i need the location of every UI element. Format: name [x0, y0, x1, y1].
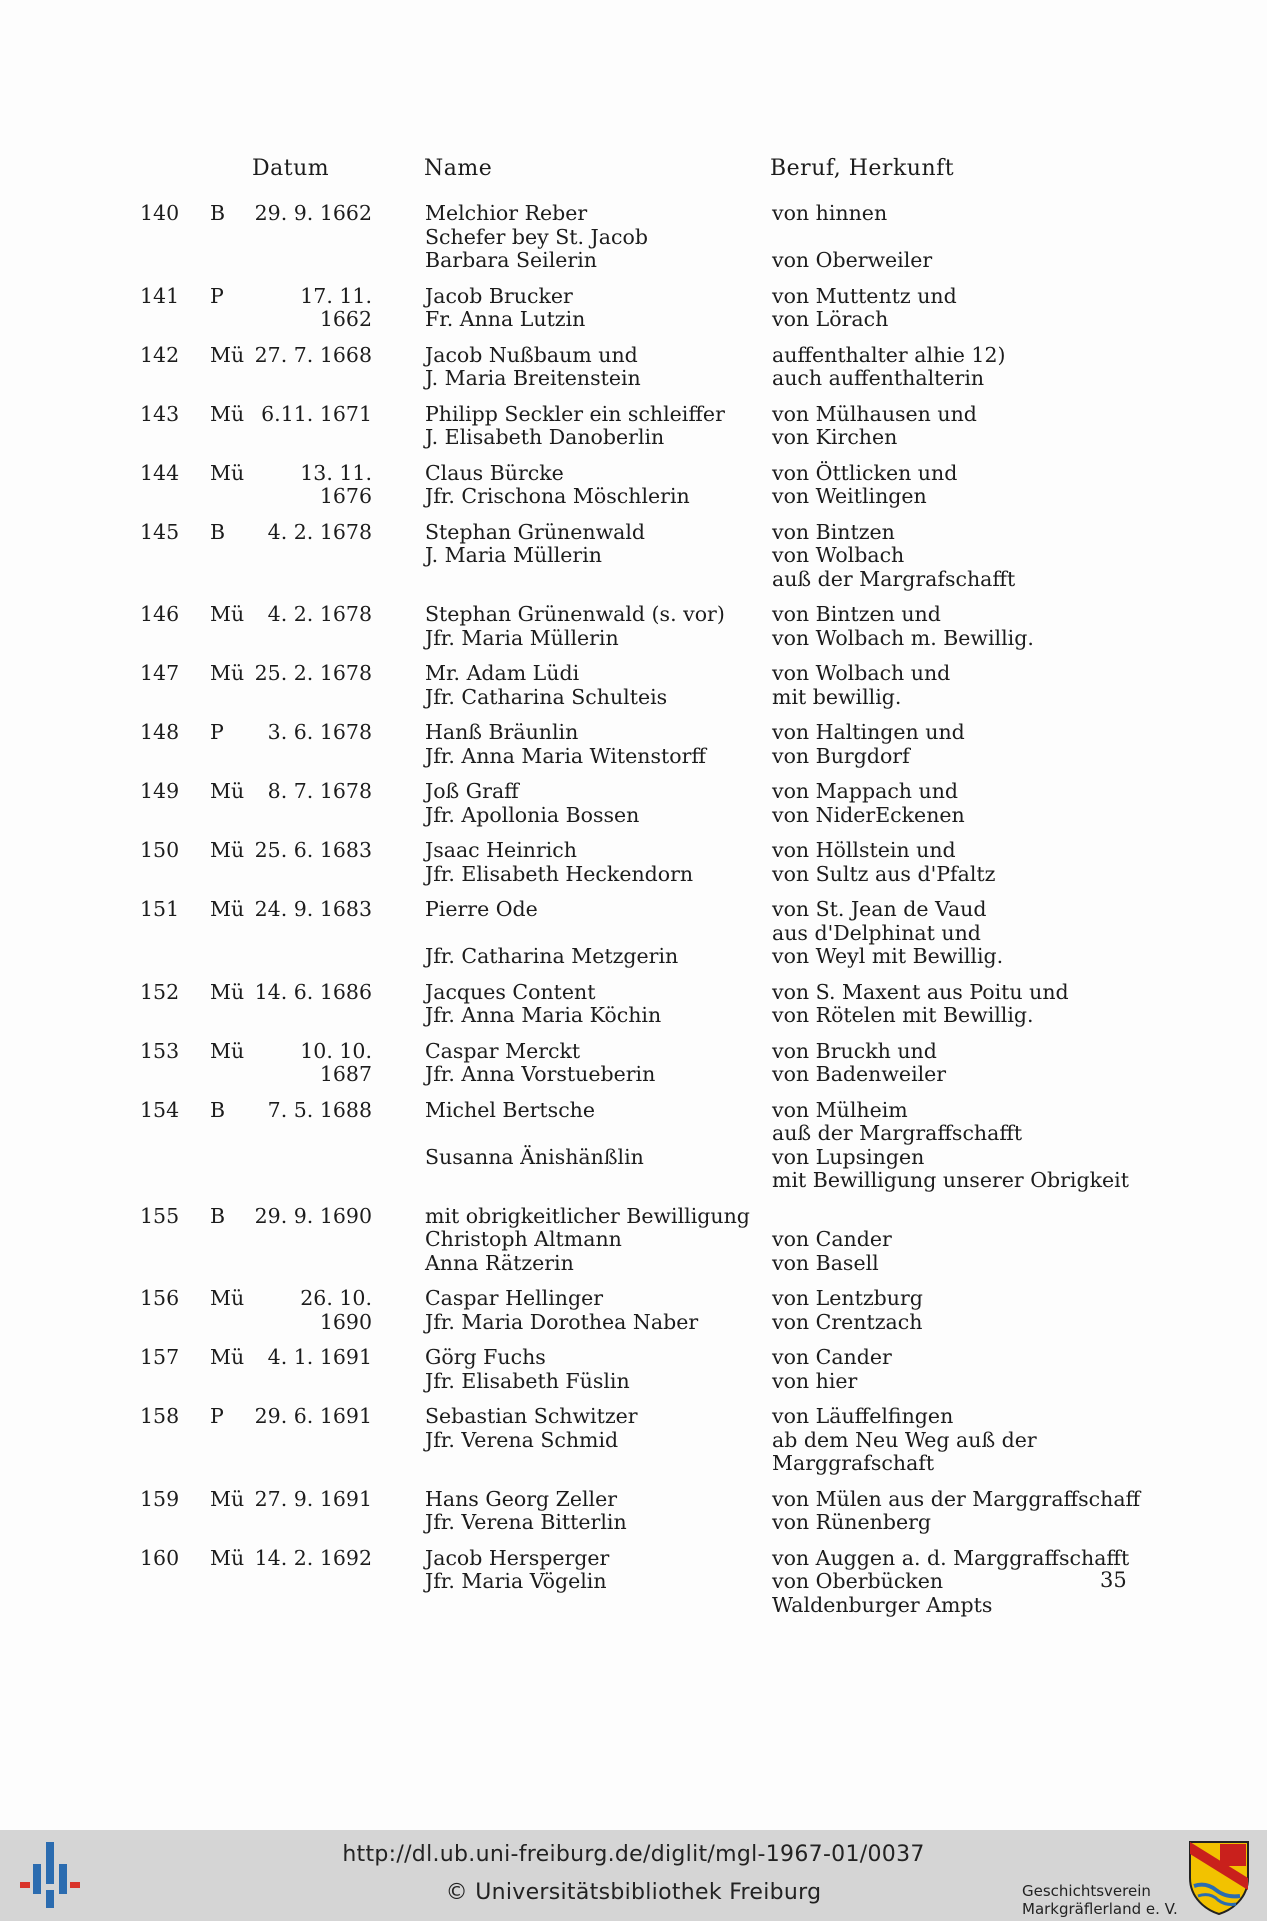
entry-date: 13. 11. 1676: [300, 460, 372, 508]
entry-origins: [772, 662, 1242, 709]
register-row: [0, 1405, 1267, 1476]
entry-origins: [772, 898, 1242, 969]
entry-place: Mü: [210, 897, 245, 921]
entry-origins: [772, 721, 1242, 768]
entry-names: [425, 981, 755, 1028]
entry-name-line: Jfr. Anna Maria Witenstorff: [425, 743, 706, 768]
entry-place: Mü: [210, 979, 245, 1004]
entry-name-line: mit obrigkeitlicher Bewilligung: [425, 1203, 750, 1228]
entry-name-line: Jfr. Anna Vorstueberin: [425, 1062, 656, 1086]
entry-number: 142: [140, 342, 180, 367]
entry-origin-line: von Oberweiler: [772, 248, 933, 272]
entry-name-line: Jfr. Verena Bitterlin: [425, 1510, 627, 1534]
entry-number: 159: [140, 1486, 180, 1511]
entry-date: 6.11. 1671: [261, 401, 372, 426]
entry-name-line: Caspar Merckt: [425, 1038, 581, 1063]
register-row: [0, 202, 1267, 273]
entry-name-line: Jacob Brucker: [425, 283, 573, 308]
entry-origin-line: von Rötelen mit Bewillig.: [772, 1003, 1034, 1027]
entry-names: [425, 521, 755, 592]
entry-names: [425, 1346, 755, 1393]
entry-origins: [772, 1346, 1242, 1393]
entry-origin-line: von Lörach: [772, 307, 889, 331]
entry-origin-line: von Burgdorf: [772, 743, 910, 768]
register-row: [0, 462, 1267, 509]
entry-origins: [772, 344, 1242, 391]
entry-number: 144: [140, 460, 180, 485]
register-row: [0, 1488, 1267, 1535]
entry-origin-line: Waldenburger Ampts: [772, 1592, 993, 1617]
entry-date: 8. 7. 1678: [267, 779, 372, 803]
entry-name-line: Pierre Ode: [425, 897, 538, 921]
entry-origins: [772, 780, 1242, 827]
footer-bar: [0, 1830, 1267, 1921]
entry-names: [425, 285, 755, 332]
entry-names: [425, 1287, 755, 1334]
entry-name-line: Jacob Nußbaum und: [425, 342, 638, 367]
entry-date: 29. 6. 1691: [254, 1404, 372, 1428]
entry-date: 3. 6. 1678: [267, 720, 372, 744]
entry-number: 154: [140, 1097, 180, 1122]
entry-name-line: Hanß Bräunlin: [425, 720, 579, 744]
entry-place: Mü: [210, 1345, 245, 1369]
entry-origin-line: von Weyl mit Bewillig.: [772, 944, 1004, 968]
entry-names: [425, 202, 755, 273]
entry-number: 150: [140, 838, 180, 862]
entry-name-line: [425, 568, 755, 592]
entry-name-line: [425, 1452, 755, 1476]
entry-place: Mü: [210, 602, 245, 626]
register-row: [0, 344, 1267, 391]
entry-origin-line: von Lentzburg: [772, 1286, 923, 1310]
entry-origin-line: von Wolbach m. Bewillig.: [772, 625, 1034, 650]
entry-origin-line: von Bintzen und: [772, 602, 941, 626]
entry-name-line: Philipp Seckler ein schleiffer: [425, 401, 725, 426]
entry-origin-line: Marggrafschaft: [772, 1451, 935, 1475]
entry-origin-line: von Mülhausen und: [772, 401, 977, 426]
entry-origins: [772, 839, 1242, 886]
entry-names: [425, 1099, 755, 1193]
entry-place: B: [210, 1203, 226, 1228]
register-row: [0, 780, 1267, 827]
entry-name-line: Claus Bürcke: [425, 460, 564, 485]
register-row: [0, 603, 1267, 650]
register-row: [0, 898, 1267, 969]
entry-origin-line: von Auggen a. d. Marggraffschafft: [772, 1545, 1130, 1570]
entry-name-line: Görg Fuchs: [425, 1345, 546, 1369]
entry-origins: [772, 1547, 1242, 1618]
entry-origin-line: von Mülheim: [772, 1097, 908, 1122]
entry-name-line: Jfr. Elisabeth Heckendorn: [425, 861, 694, 886]
entry-number: 160: [140, 1545, 180, 1570]
column-header-beruf: Beruf, Herkunft: [770, 156, 955, 181]
entry-date: 29. 9. 1690: [254, 1203, 372, 1228]
entry-date: 7. 5. 1688: [267, 1097, 372, 1122]
entry-name-line: Jfr. Crischona Möschlerin: [425, 484, 690, 508]
entry-names: [425, 462, 755, 509]
entry-names: [425, 403, 755, 450]
register-row: [0, 1547, 1267, 1618]
column-header-name: Name: [424, 156, 493, 181]
entry-number: 153: [140, 1038, 180, 1063]
entry-name-line: [425, 1169, 755, 1193]
entry-name-line: Jfr. Catharina Metzgerin: [425, 944, 679, 968]
entry-origins: [772, 462, 1242, 509]
entry-origin-line: von Oberbücken: [772, 1569, 944, 1593]
entry-place: P: [210, 283, 224, 308]
entry-origins: [772, 1287, 1242, 1334]
entry-origins: [772, 1405, 1242, 1476]
entry-name-line: Caspar Hellinger: [425, 1286, 604, 1310]
register-row: [0, 285, 1267, 332]
entry-place: B: [210, 201, 226, 225]
page-number: 35: [1100, 1568, 1127, 1592]
register-row: [0, 662, 1267, 709]
entry-names: [425, 721, 755, 768]
entry-name-line: [425, 922, 755, 946]
entry-place: Mü: [210, 401, 245, 426]
entry-names: [425, 839, 755, 886]
entry-origins: [772, 981, 1242, 1028]
entry-origin-line: von S. Maxent aus Poitu und: [772, 979, 1069, 1004]
entry-number: 145: [140, 519, 180, 544]
entry-date: 17. 11. 1662: [300, 283, 372, 331]
entry-name-line: Melchior Reber: [425, 201, 588, 225]
entry-number: 151: [140, 897, 180, 921]
entry-origin-line: von Höllstein und: [772, 838, 956, 862]
entry-date: 10. 10. 1687: [300, 1038, 372, 1086]
entry-place: P: [210, 720, 224, 744]
entry-origin-line: von Läuffelfingen: [772, 1404, 954, 1428]
entry-origin-line: von Öttlicken und: [772, 460, 958, 485]
entry-date: 25. 2. 1678: [254, 661, 372, 685]
entry-origins: [772, 285, 1242, 332]
entry-origin-line: mit bewillig.: [772, 684, 902, 709]
entry-origin-line: auß der Margrafschafft: [772, 566, 1016, 591]
entry-origins: [772, 603, 1242, 650]
entry-origin-line: von Bruckh und: [772, 1038, 937, 1063]
entry-place: Mü: [210, 661, 245, 685]
entry-origin-line: [772, 1205, 1242, 1229]
entry-place: Mü: [210, 1286, 245, 1310]
entry-number: 157: [140, 1345, 180, 1369]
entry-origin-line: von Basell: [772, 1250, 879, 1275]
entry-origin-line: von Lupsingen: [772, 1144, 925, 1169]
entry-name-line: Jfr. Anna Maria Köchin: [425, 1003, 662, 1027]
entry-date: 27. 7. 1668: [254, 342, 372, 367]
entry-name-line: Jfr. Maria Müllerin: [425, 625, 619, 650]
footer-url[interactable]: http://dl.ub.uni-freiburg.de/diglit/mgl-1967-01/0037: [342, 1842, 925, 1867]
entry-origin-line: von Mülen aus der Marggraffschaff: [772, 1486, 1141, 1511]
entry-origin-line: von Badenweiler: [772, 1062, 947, 1086]
entry-date: 4. 2. 1678: [267, 602, 372, 626]
entry-origin-line: von hinnen: [772, 201, 888, 225]
entry-name-line: Jfr. Apollonia Bossen: [425, 802, 640, 827]
entry-name-line: Jacob Hersperger: [425, 1545, 610, 1570]
entry-place: Mü: [210, 1545, 245, 1570]
entry-number: 140: [140, 201, 180, 225]
register-row: [0, 1287, 1267, 1334]
register-row: [0, 1099, 1267, 1193]
entry-date: 26. 10. 1690: [300, 1286, 372, 1334]
entry-name-line: J. Maria Müllerin: [425, 543, 602, 567]
entry-name-line: Schefer bey St. Jacob: [425, 224, 648, 249]
entry-name-line: Anna Rätzerin: [425, 1250, 574, 1275]
entry-place: Mü: [210, 1486, 245, 1511]
entry-name-line: J. Maria Breitenstein: [425, 366, 641, 390]
entry-names: [425, 1547, 755, 1618]
entry-number: 156: [140, 1286, 180, 1310]
entry-origins: [772, 1205, 1242, 1276]
entry-date: 24. 9. 1683: [254, 897, 372, 921]
society-line-1: Geschichtsverein: [1022, 1882, 1151, 1900]
entry-place: Mü: [210, 838, 245, 862]
register-row: [0, 403, 1267, 450]
entry-name-line: Jsaac Heinrich: [425, 838, 577, 862]
entry-origin-line: von St. Jean de Vaud: [772, 897, 987, 921]
entry-name-line: Stephan Grünenwald: [425, 519, 646, 544]
entry-origin-line: auffenthalter alhie 12): [772, 342, 1006, 367]
entry-date: 14. 2. 1692: [254, 1545, 372, 1570]
entry-origin-line: auß der Margraffschafft: [772, 1121, 1023, 1145]
entry-names: [425, 662, 755, 709]
register-row: [0, 981, 1267, 1028]
entry-names: [425, 898, 755, 969]
entry-number: 143: [140, 401, 180, 426]
entry-names: [425, 1488, 755, 1535]
entry-date: 25. 6. 1683: [254, 838, 372, 862]
entry-names: [425, 780, 755, 827]
entry-origin-line: von Cander: [772, 1227, 892, 1251]
entry-name-line: Susanna Änishänßlin: [425, 1144, 644, 1169]
entry-name-line: [425, 1594, 755, 1618]
entry-origin-line: von Cander: [772, 1345, 892, 1369]
entry-number: 147: [140, 661, 180, 685]
entry-place: Mü: [210, 779, 245, 803]
entry-name-line: Hans Georg Zeller: [425, 1486, 618, 1511]
entry-origin-line: von Mappach und: [772, 779, 959, 803]
entry-number: 149: [140, 779, 180, 803]
register-row: [0, 1346, 1267, 1393]
entry-date: 29. 9. 1662: [254, 201, 372, 225]
society-line-2: Markgräflerland e. V.: [1022, 1900, 1178, 1918]
entry-origin-line: von Weitlingen: [772, 484, 927, 508]
entry-name-line: Jfr. Maria Dorothea Naber: [425, 1309, 699, 1334]
entry-origin-line: von Rünenberg: [772, 1510, 931, 1534]
entry-name-line: Sebastian Schwitzer: [425, 1404, 638, 1428]
entry-origin-line: von Wolbach: [772, 543, 905, 567]
entry-names: [425, 603, 755, 650]
register-row: [0, 839, 1267, 886]
column-header-datum: Datum: [252, 156, 330, 181]
entry-origin-line: von NiderEckenen: [772, 802, 965, 827]
entry-place: P: [210, 1404, 224, 1428]
entry-origin-line: von Muttentz und: [772, 283, 957, 308]
entry-number: 155: [140, 1203, 180, 1228]
entry-origins: [772, 403, 1242, 450]
entry-name-line: Jfr. Catharina Schulteis: [425, 684, 668, 709]
entry-date: 14. 6. 1686: [254, 979, 372, 1004]
entry-names: [425, 344, 755, 391]
entry-name-line: Joß Graff: [425, 779, 519, 803]
entry-name-line: [425, 1122, 755, 1146]
entry-origins: [772, 1488, 1242, 1535]
entry-name-line: Jfr. Verena Schmid: [425, 1427, 619, 1452]
entry-number: 146: [140, 602, 180, 626]
entry-origins: [772, 1099, 1242, 1193]
entry-origins: [772, 202, 1242, 273]
entry-name-line: Jfr. Elisabeth Füslin: [425, 1368, 630, 1393]
entry-origin-line: von Crentzach: [772, 1309, 923, 1334]
entry-origin-line: von Haltingen und: [772, 720, 965, 744]
register-row: [0, 721, 1267, 768]
entry-origin-line: von Bintzen: [772, 519, 895, 544]
entry-name-line: Jfr. Maria Vögelin: [425, 1569, 607, 1593]
entry-place: B: [210, 519, 226, 544]
entry-date: 4. 2. 1678: [267, 519, 372, 544]
entry-origin-line: [772, 226, 1242, 250]
entry-place: B: [210, 1097, 226, 1122]
entry-date: 27. 9. 1691: [254, 1486, 372, 1511]
entry-origins: [772, 1040, 1242, 1087]
entry-origin-line: von Sultz aus d'Pfaltz: [772, 861, 996, 886]
society-name: [1022, 1882, 1178, 1918]
entry-origin-line: von hier: [772, 1368, 858, 1393]
entry-name-line: Barbara Seilerin: [425, 248, 597, 272]
entry-origin-line: mit Bewilligung unserer Obrigkeit: [772, 1168, 1129, 1192]
register-table: [0, 202, 1267, 1629]
entry-place: Mü: [210, 1038, 245, 1063]
entry-origins: [772, 521, 1242, 592]
entry-number: 141: [140, 283, 180, 308]
entry-name-line: Fr. Anna Lutzin: [425, 307, 586, 331]
coat-of-arms-icon: [1186, 1838, 1252, 1916]
entry-name-line: Jacques Content: [425, 979, 596, 1004]
register-row: [0, 521, 1267, 592]
entry-number: 158: [140, 1404, 180, 1428]
entry-number: 148: [140, 720, 180, 744]
entry-date: 4. 1. 1691: [267, 1345, 372, 1369]
entry-place: Mü: [210, 460, 245, 485]
entry-names: [425, 1405, 755, 1476]
entry-place: Mü: [210, 342, 245, 367]
entry-name-line: Mr. Adam Lüdi: [425, 661, 580, 685]
entry-origin-line: von Wolbach und: [772, 661, 951, 685]
entry-origin-line: aus d'Delphinat und: [772, 920, 981, 945]
entry-name-line: Michel Bertsche: [425, 1097, 596, 1122]
entry-name-line: Stephan Grünenwald (s. vor): [425, 602, 725, 626]
entry-number: 152: [140, 979, 180, 1004]
entry-names: [425, 1040, 755, 1087]
entry-origin-line: auch auffenthalterin: [772, 366, 985, 390]
entry-names: [425, 1205, 755, 1276]
register-row: [0, 1205, 1267, 1276]
register-row: [0, 1040, 1267, 1087]
entry-origin-line: ab dem Neu Weg auß der: [772, 1427, 1037, 1452]
entry-name-line: Christoph Altmann: [425, 1227, 622, 1251]
footer-copyright: © Universitätsbibliothek Freiburg: [445, 1880, 822, 1905]
entry-origin-line: von Kirchen: [772, 425, 898, 449]
entry-name-line: J. Elisabeth Danoberlin: [425, 425, 665, 449]
